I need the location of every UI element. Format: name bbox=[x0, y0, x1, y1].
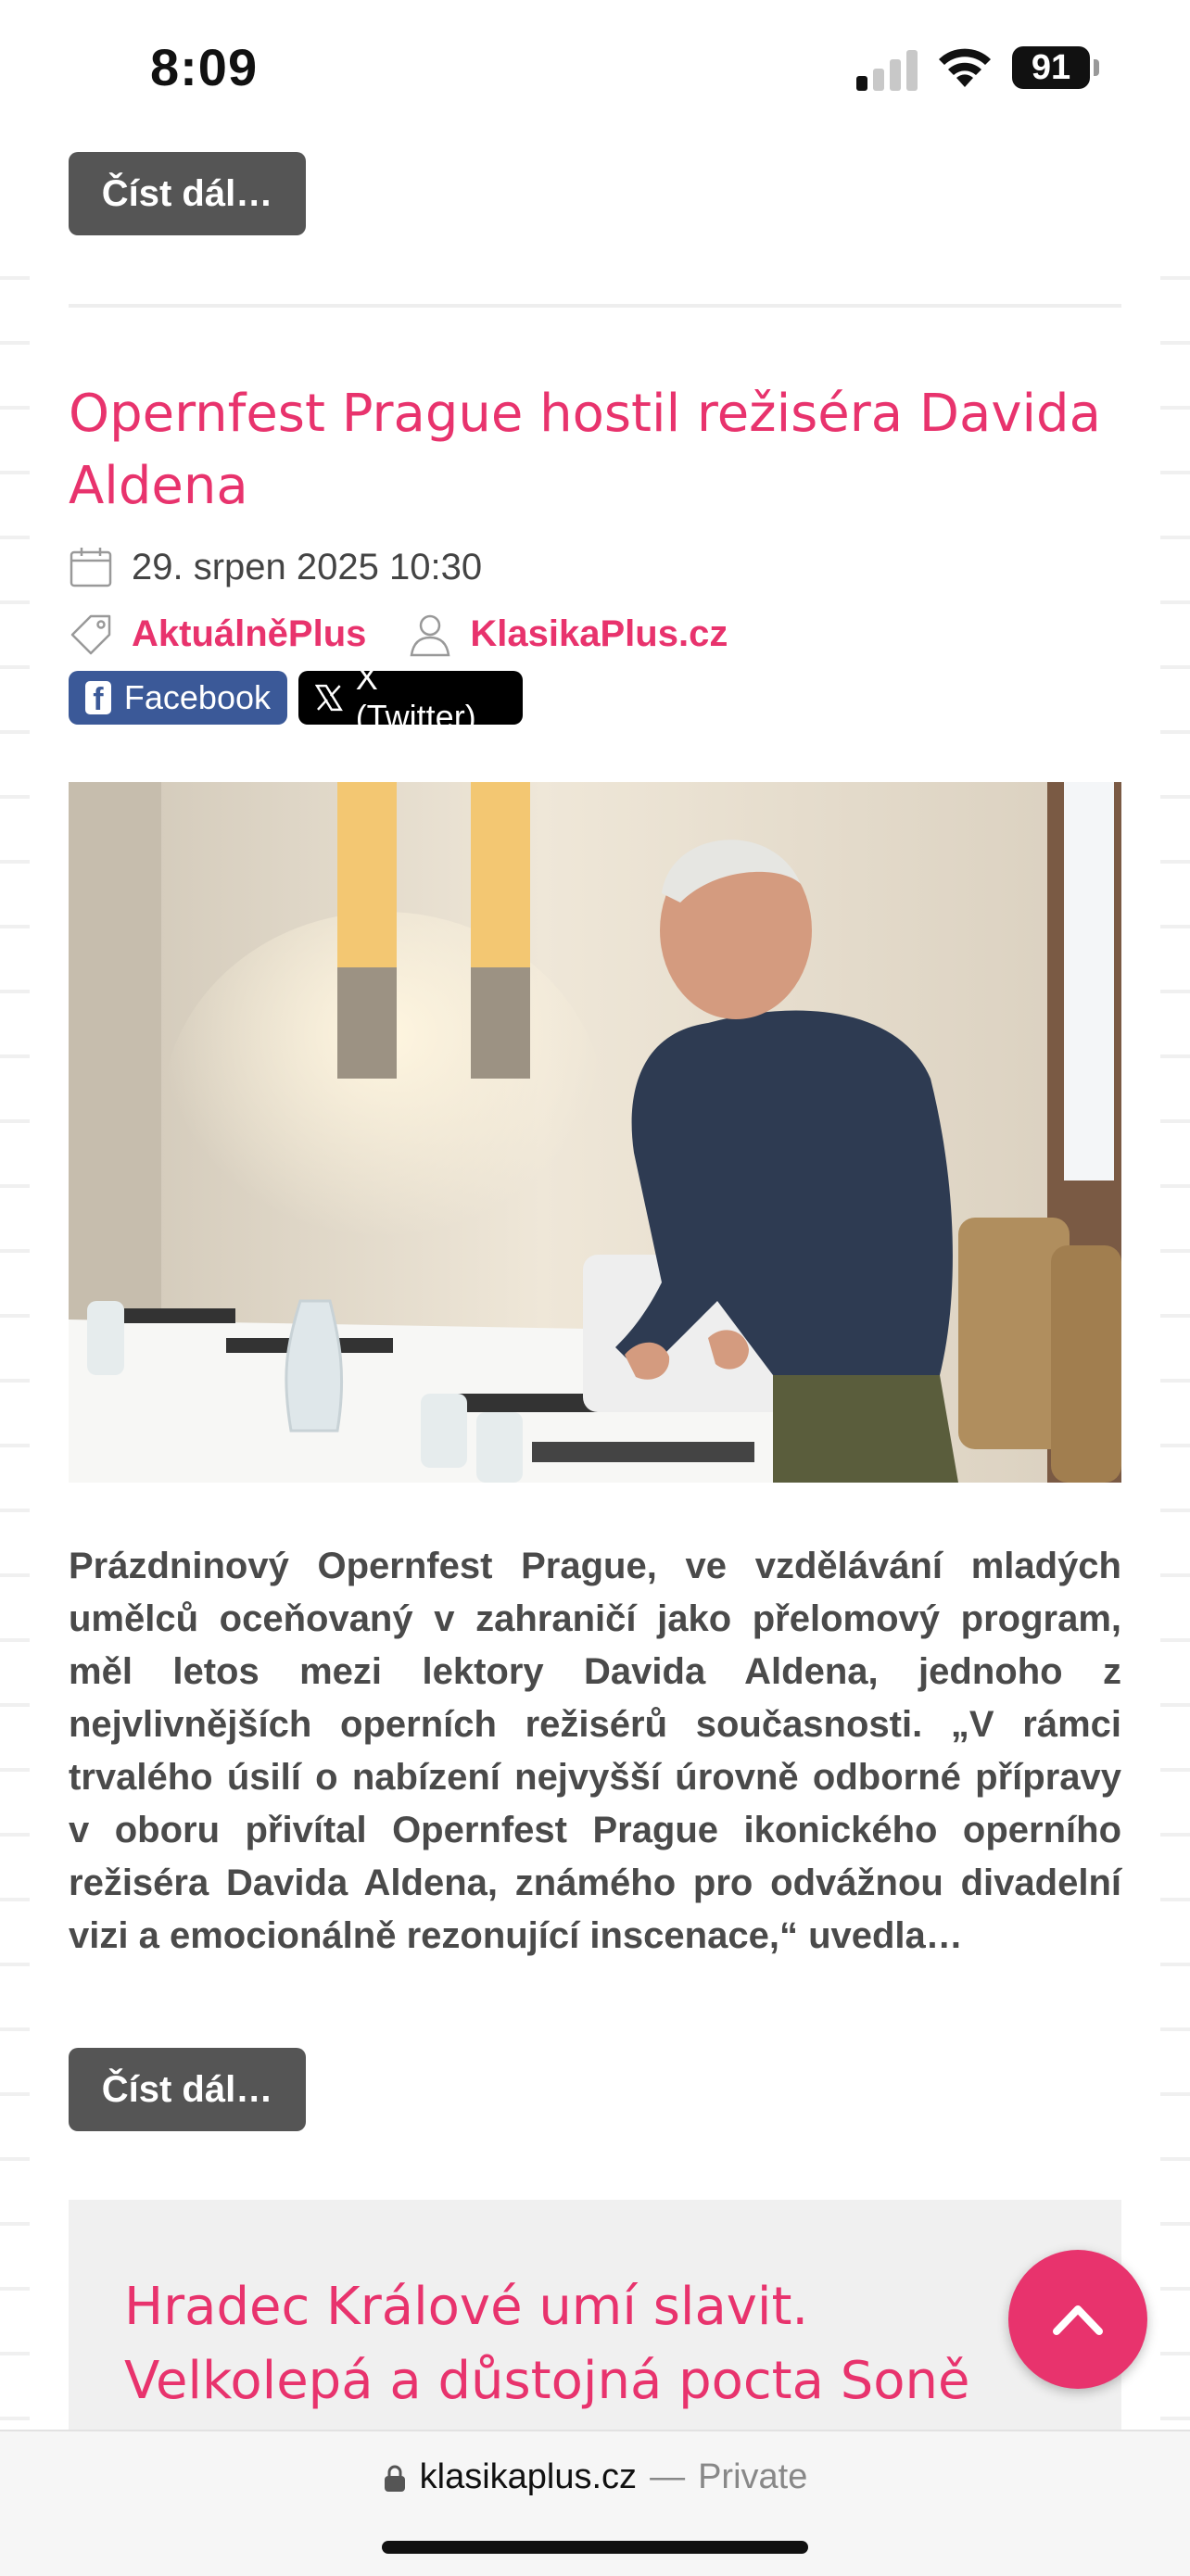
author-link[interactable]: KlasikaPlus.cz bbox=[470, 612, 728, 654]
private-mode-label: Private bbox=[698, 2457, 808, 2496]
user-icon bbox=[407, 611, 453, 657]
twitter-share-button[interactable] bbox=[298, 659, 523, 736]
article-date: 29. srpen 2025 10:30 bbox=[132, 546, 483, 587]
tag-icon bbox=[69, 611, 115, 657]
calendar-icon bbox=[69, 545, 113, 589]
home-indicator[interactable] bbox=[382, 2541, 808, 2554]
browser-address-bar[interactable] bbox=[0, 2430, 1190, 2576]
chevron-up-icon bbox=[1008, 2250, 1147, 2389]
battery-indicator bbox=[1012, 46, 1090, 89]
url-host: klasikaplus.cz bbox=[419, 2457, 638, 2496]
facebook-share-label: Facebook bbox=[123, 678, 271, 716]
scroll-to-top-button[interactable] bbox=[1008, 2250, 1147, 2389]
battery-level: 91 bbox=[1031, 48, 1071, 87]
article-date-row bbox=[69, 541, 482, 593]
read-more-button-previous[interactable]: Číst dál… bbox=[69, 152, 306, 235]
facebook-share-button[interactable] bbox=[69, 671, 287, 725]
promo-title[interactable]: Hradec Králové umí slavit. Velkolepá a důstojná pocta Soně bbox=[124, 2277, 970, 2411]
share-buttons bbox=[69, 659, 523, 736]
background-decoration-left bbox=[0, 241, 30, 2426]
article-meta-row bbox=[69, 608, 728, 660]
status-bar bbox=[0, 0, 1190, 139]
article-divider bbox=[69, 304, 1121, 308]
article-title[interactable]: Opernfest Prague hostil režiséra Davida Aldena bbox=[69, 384, 1101, 516]
url-row[interactable] bbox=[0, 2457, 1190, 2497]
x-logo-icon bbox=[315, 684, 343, 712]
article-excerpt: Prázdninový Opernfest Prague, ve vzdělávání mladých umělců oceňovaný v zahraničí jako přelomový program, měl letos mezi lektory Davida Aldena, jednoho z nejvlivnějších operních režisérů současnosti. „V rámci trvalého úsilí o nabízení nejvyšší úrovně odborné přípravy v oboru přivítal Opernfest Prague ikonického operního režiséra Davida Aldena, známého pro odvážnou divadelní vizi a emocionálně rezonující inscenace,“ uvedla… bbox=[69, 1546, 1121, 1956]
url-separator: — bbox=[650, 2457, 686, 2496]
background-decoration-right bbox=[1160, 241, 1190, 2426]
twitter-share-label: X (Twitter) bbox=[355, 659, 476, 736]
read-more-button[interactable]: Číst dál… bbox=[69, 2048, 306, 2131]
lock-icon bbox=[383, 2463, 407, 2493]
category-link[interactable]: AktuálněPlus bbox=[132, 612, 367, 654]
wifi-icon bbox=[936, 44, 994, 89]
article-photo[interactable] bbox=[69, 782, 1121, 1483]
status-time: 8:09 bbox=[150, 38, 259, 96]
facebook-icon: f bbox=[85, 681, 111, 714]
battery-tip bbox=[1094, 59, 1099, 76]
cellular-signal-icon bbox=[856, 50, 919, 91]
